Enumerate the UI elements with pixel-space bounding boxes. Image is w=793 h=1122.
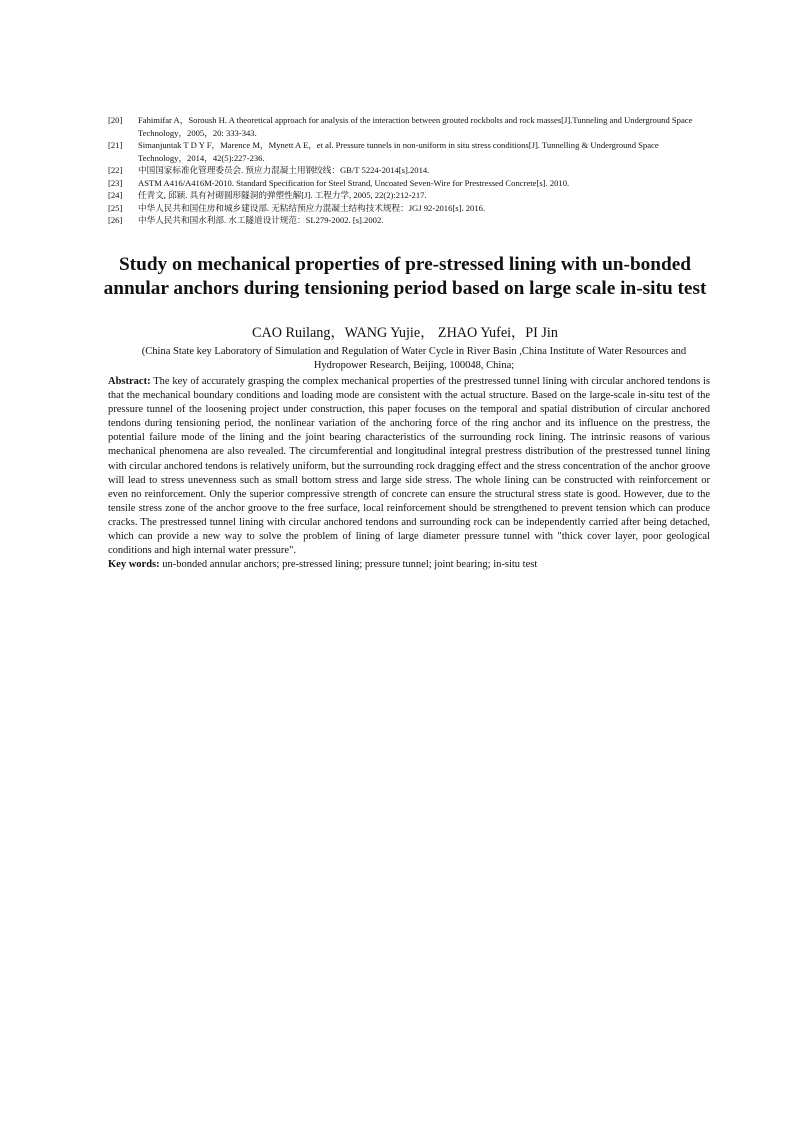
keywords-paragraph <box>108 558 710 572</box>
reference-text: 中华人民共和国住房和城乡建设部. 无粘结预应力混凝土结构技术规程：JGJ 92-2016[s]. 2016. <box>138 202 486 213</box>
reference-text: 中华人民共和国水利部. 水工隧道设计规范：SL279-2002. [s].2002. <box>138 215 384 225</box>
keywords-label: Key words: <box>108 559 160 571</box>
reference-number: [22] <box>108 165 123 175</box>
reference-text: Simanjuntak T D Y F，Marence M，Mynett A E，et al. Pressure tunnels in non-uniform in situ stress conditions[J]. Tunnelling & Underground Space Technology，2014，42(5):227-236. <box>138 140 659 163</box>
reference-item <box>108 202 698 215</box>
author-list: CAO Ruilang，WANG Yujie， ZHAO Yufei，PI Jin <box>252 325 558 341</box>
abstract-text: The key of accurately grasping the complex mechanical properties of the prestressed tunnel lining with circular anchored tendons is that the mechanical boundary conditions and loading mode are consistent with the actual structure. Based on the large-scale in-situ test of the pressure tunnel of the loosening project under construction, this paper focuses on the temporal and spatial distribution of circular anchored tendons during tensioning period, the nonlinear variation of the anchoring force of the ring anchor and its influence on the prestress, the potential failure mode of the lining and the joint bearing characteristics of the surrounding rock lining. The intrinsic reasons of various mechanical phenomena are also revealed. The circumferential and longitudinal integral prestress distribution of the prestressed tunnel lining with circular anchored tendons is relatively uniform, but the surrounding rock dragging effect and the stress concentration of the anchor groove will lead to stress unevenness such as small bottom stress and large side stress. The whole lining can be constructed with reinforcement or even no reinforcement. Only the superior compressive strength of concrete can ensure the structural stress state is good. However, due to the tensile stress zone of the anchor groove to the free surface, local reinforcement should be strengthened to prevent tension which can produce cracks. The prestressed tunnel lining with circular anchored tendons and surrounding rock can be independently carried after being detached, which can provide a new way to solve the problem of lining of large diameter pressure tunnel with "thick cover layer, poor geological conditions and high internal water pressure". <box>108 376 710 557</box>
paper-title: Study on mechanical properties of pre-stressed lining with un-bonded annular anchors during tensioning period based on large scale in-situ test <box>103 254 707 299</box>
reference-number: [20] <box>108 115 123 125</box>
affiliation: (China State key Laboratory of Simulation and Regulation of Water Cycle in River Basin ,China Institute of Water Resources and Hydropower Research, Beijing, 100048, China; <box>141 346 687 371</box>
reference-number: [25] <box>108 202 123 213</box>
reference-item <box>108 177 698 190</box>
reference-number: [24] <box>108 190 123 200</box>
reference-item <box>108 114 698 139</box>
reference-text: 中国国家标准化管理委员会. 预应力混凝土用钢绞线：GB/T 5224-2014[s].2014. <box>138 165 430 175</box>
reference-text: Fahimifar A，Soroush H. A theoretical approach for analysis of the interaction between grouted rockbolts and rock masses[J].Tunneling and Underground Space Technology，2005，20: 333-343. <box>138 115 693 138</box>
reference-text: 任青文, 邱颖. 具有衬砌圆形隧洞的弹塑性解[J]. 工程力学, 2005, 22(2):212-217. <box>138 190 427 200</box>
abstract-label: Abstract: <box>108 376 151 387</box>
reference-number: [21] <box>108 140 123 150</box>
reference-number: [23] <box>108 177 123 188</box>
reference-number: [26] <box>108 215 123 225</box>
abstract-section <box>108 375 710 572</box>
keywords-text: un-bonded annular anchors; pre-stressed lining; pressure tunnel; joint bearing; in-situ test <box>162 559 538 571</box>
reference-text: ASTM A416/A416M-2010. Standard Specification for Steel Strand, Uncoated Seven-Wire for Prestressed Concrete[s]. 2010. <box>138 177 570 188</box>
reference-item <box>108 164 698 177</box>
reference-item <box>108 214 698 227</box>
abstract-paragraph <box>108 375 710 558</box>
reference-list <box>108 114 698 227</box>
reference-item <box>108 139 698 164</box>
reference-item <box>108 189 698 202</box>
